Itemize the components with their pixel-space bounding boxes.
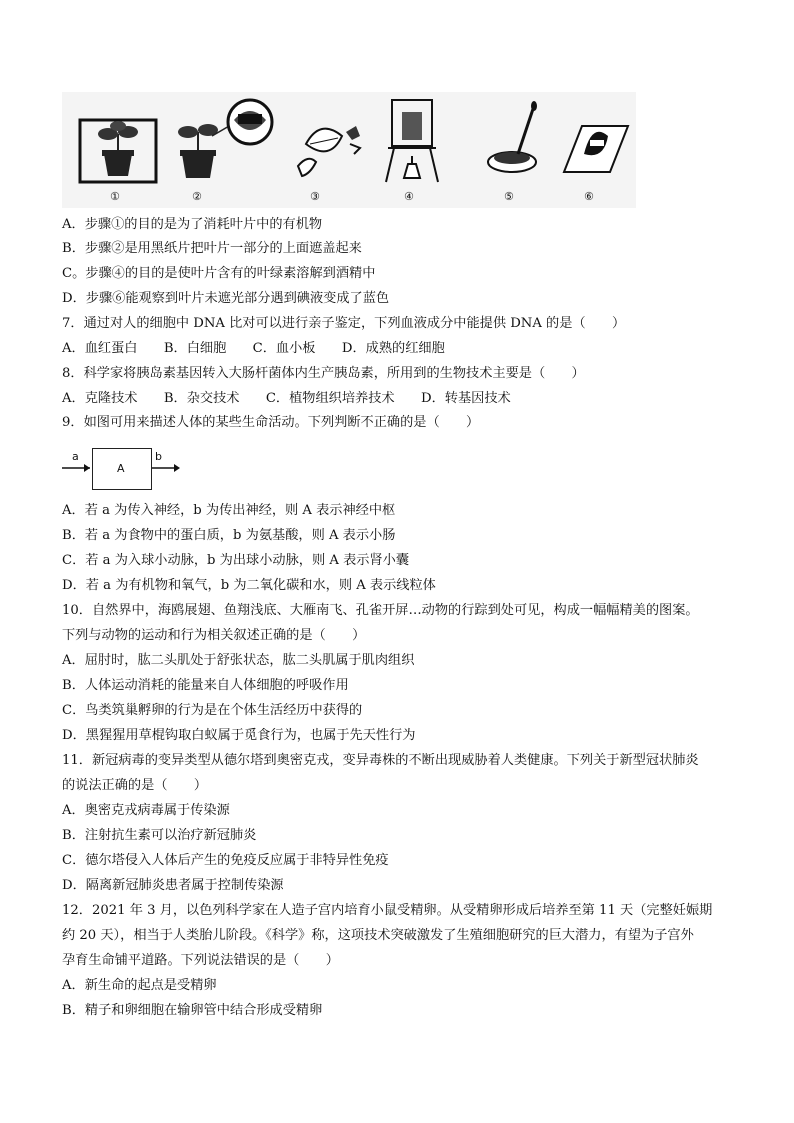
q9-option-b: B．若 a 为食物中的蛋白质，b 为氨基酸，则 A 表示小肠 xyxy=(62,528,396,543)
q10-option-b: B．人体运动消耗的能量来自人体细胞的呼吸作用 xyxy=(62,678,349,693)
q9-option-a: A．若 a 为传入神经，b 为传出神经，则 A 表示神经中枢 xyxy=(62,503,396,518)
q6-option-c: C。步骤④的目的是使叶片含有的叶绿素溶解到酒精中 xyxy=(62,266,376,281)
q7-stem: 7．通过对人的细胞中 DNA 比对可以进行亲子鉴定，下列血液成分中能提供 DNA 的是（ ） xyxy=(62,316,626,331)
q11-option-d: D．隔离新冠肺炎患者属于控制传染源 xyxy=(62,878,284,893)
step-6 xyxy=(554,92,634,208)
box-label: A xyxy=(117,462,125,475)
step-number: ⑥ xyxy=(584,190,594,203)
q12-option-b: B．精子和卵细胞在输卵管中结合形成受精卵 xyxy=(62,1003,323,1018)
q11-option-c: C．德尔塔侵入人体后产生的免疫反应属于非特异性免疫 xyxy=(62,853,389,868)
step-number: ② xyxy=(192,190,202,203)
output-label: b xyxy=(155,450,162,463)
q10-stem-2: 下列与动物的运动和行为相关叙述正确的是（ ） xyxy=(62,628,366,643)
q12-option-a: A．新生命的起点是受精卵 xyxy=(62,978,217,993)
q11-option-a: A．奥密克戎病毒属于传染源 xyxy=(62,803,230,818)
q7-options: A．血红蛋白 B．白细胞 C．血小板 D．成熟的红细胞 xyxy=(62,341,445,356)
q11-option-b: B．注射抗生素可以治疗新冠肺炎 xyxy=(62,828,257,843)
experiment-figure xyxy=(62,92,636,208)
water-bath-alcohol-icon xyxy=(378,92,448,192)
q12-stem-1: 12．2021 年 3 月，以色列科学家在人造子宫内培育小鼠受精卵。从受精卵形成后培养至第 11 天（完整妊娠期 xyxy=(62,903,713,918)
q9-diagram xyxy=(62,440,182,494)
step-number: ① xyxy=(110,190,120,203)
q11-stem-1: 11．新冠病毒的变异类型从德尔塔到奥密克戎，变异毒株的不断出现威胁着人类健康。下列关于新型冠状肺炎 xyxy=(62,753,699,768)
step-1 xyxy=(74,92,164,208)
q10-stem-1: 10．自然界中，海鸥展翅、鱼翔浅底、大雁南飞、孔雀开屏…动物的行踪到处可见，构成一幅幅精美的图案。 xyxy=(62,603,699,618)
q11-stem-2: 的说法正确的是（ ） xyxy=(62,778,208,793)
step-2 xyxy=(164,92,274,208)
iodine-stained-leaf-icon xyxy=(554,92,634,192)
q8-stem: 8．科学家将胰岛素基因转入大肠杆菌体内生产胰岛素，所用到的生物技术主要是（ ） xyxy=(62,366,585,381)
input-label: a xyxy=(72,450,79,463)
q10-option-c: C．鸟类筑巢孵卵的行为是在个体生活经历中获得的 xyxy=(62,703,363,718)
potted-plant-icon xyxy=(74,92,164,192)
covered-leaf-plant-icon xyxy=(164,92,274,192)
q12-stem-3: 孕育生命铺平道路。下列说法错误的是（ ） xyxy=(62,953,339,968)
step-number: ④ xyxy=(404,190,414,203)
q10-option-d: D．黑猩猩用草棍钩取白蚁属于觅食行为，也属于先天性行为 xyxy=(62,728,416,743)
q9-option-c: C．若 a 为入球小动脉，b 为出球小动脉，则 A 表示肾小囊 xyxy=(62,553,410,568)
step-number: ⑤ xyxy=(504,190,514,203)
q6-option-b: B．步骤②是用黑纸片把叶片一部分的上面遮盖起来 xyxy=(62,241,362,256)
rinse-dish-icon xyxy=(482,92,552,192)
step-3 xyxy=(284,92,374,208)
q6-option-d: D．步骤⑥能观察到叶片未遮光部分遇到碘液变成了蓝色 xyxy=(62,291,390,306)
picked-leaf-icon xyxy=(284,92,374,192)
step-4 xyxy=(378,92,448,208)
step-5 xyxy=(482,92,552,208)
q12-stem-2: 约 20 天），相当于人类胎儿阶段。《科学》称，这项技术突破激发了生殖细胞研究的巨大潜力，有望为子宫外 xyxy=(62,928,694,943)
q9-stem: 9．如图可用来描述人体的某些生命活动。下列判断不正确的是（ ） xyxy=(62,415,480,430)
q6-option-a: A．步骤①的目的是为了消耗叶片中的有机物 xyxy=(62,217,323,232)
q8-options: A．克隆技术 B．杂交技术 C．植物组织培养技术 D．转基因技术 xyxy=(62,391,511,406)
q10-option-a: A．屈肘时，肱二头肌处于舒张状态，肱二头肌属于肌肉组织 xyxy=(62,653,415,668)
step-number: ③ xyxy=(310,190,320,203)
q9-option-d: D．若 a 为有机物和氧气，b 为二氧化碳和水，则 A 表示线粒体 xyxy=(62,578,436,593)
